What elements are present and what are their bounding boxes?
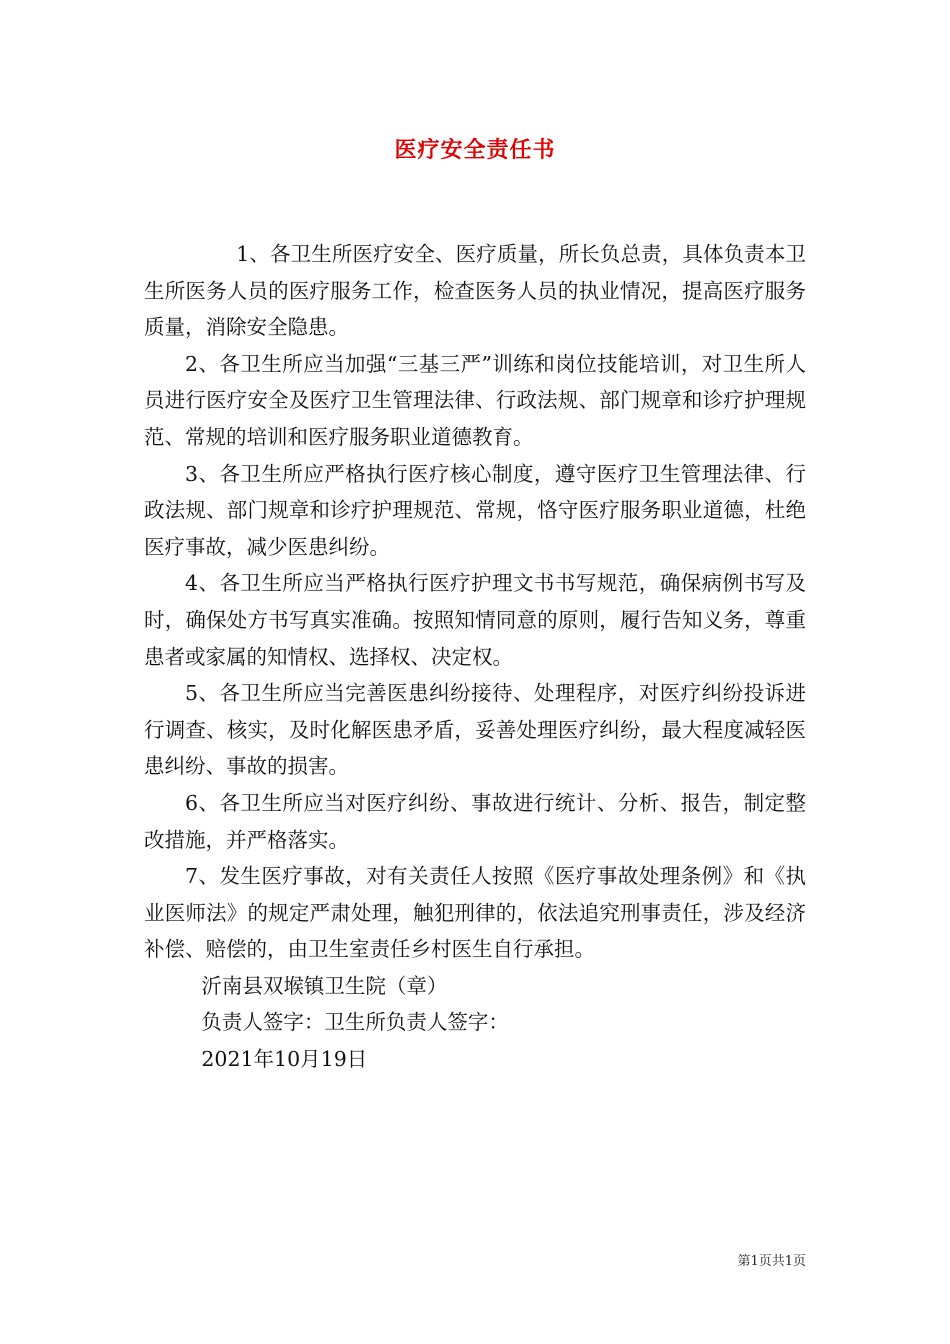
paragraph-1: 1、各卫生所医疗安全、医疗质量，所长负总责，具体负责本卫生所医务人员的医疗服务工作，检查医务人员的执业情况，提高医疗服务质量，消除安全隐患。 [144,242,806,340]
document-title: 医疗安全责任书 [394,137,556,163]
page-indicator: 第1页共1页 [737,1254,806,1269]
paragraph-7: 7、发生医疗事故，对有关责任人按照《医疗事故处理条例》和《执业医师法》的规定严肃处理，触犯刑律的，依法追究刑事责任，涉及经济补偿、赔偿的，由卫生室责任乡村医生自行承担。 [144,864,806,962]
date-line: 2021年10月19日 [201,1047,368,1072]
paragraph-5: 5、各卫生所应当完善医患纠纷接待、处理程序，对医疗纠纷投诉进行调查、核实，及时化解医患矛盾，妥善处理医疗纠纷，最大程度减轻医患纠纷、事故的损害。 [144,681,806,779]
document-body [144,236,806,1078]
issuer-line: 沂南县双堠镇卫生院（章） [201,973,448,998]
paragraph-3: 3、各卫生所应严格执行医疗核心制度，遵守医疗卫生管理法律、行政法规、部门规章和诊疗护理规范、常规，恪守医疗服务职业道德，杜绝医疗事故，减少医患纠纷。 [144,461,806,559]
paragraph-2: 2、各卫生所应当加强“三基三严”训练和岗位技能培训，对卫生所人员进行医疗安全及医疗卫生管理法律、行政法规、部门规章和诊疗护理规范、常规的培训和医疗服务职业道德教育。 [144,351,806,449]
signature-line: 负责人签字：卫生所负责人签字： [201,1010,509,1035]
paragraph-4: 4、各卫生所应当严格执行医疗护理文书书写规范，确保病例书写及时，确保处方书写真实准确。按照知情同意的原则，履行告知义务，尊重患者或家属的知情权、选择权、决定权。 [144,571,806,669]
paragraph-6: 6、各卫生所应当对医疗纠纷、事故进行统计、分析、报告，制定整改措施，并严格落实。 [144,790,806,852]
